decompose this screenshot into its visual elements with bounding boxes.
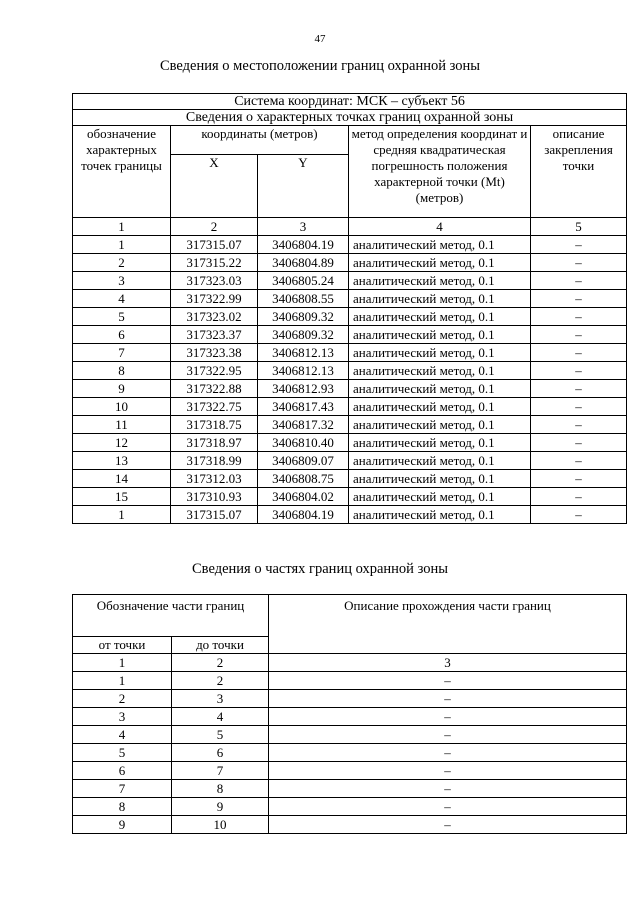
table-row <box>73 488 627 506</box>
method-cell: аналитический метод, 0.1 <box>349 236 531 254</box>
fixing-cell: – <box>531 236 627 254</box>
point-cell: 9 <box>73 380 171 398</box>
col-number: 3 <box>269 654 627 672</box>
point-cell: 1 <box>73 506 171 524</box>
to-cell: 9 <box>172 798 269 816</box>
x-cell: 317322.95 <box>171 362 258 380</box>
table-row <box>73 690 627 708</box>
fixing-cell: – <box>531 290 627 308</box>
description-cell: – <box>269 726 627 744</box>
header-method: метод определения координат и средняя квадратическая погрешность положения характерной точки (Mt) (метров) <box>349 126 531 218</box>
x-cell: 317310.93 <box>171 488 258 506</box>
fixing-cell: – <box>531 326 627 344</box>
method-cell: аналитический метод, 0.1 <box>349 488 531 506</box>
y-cell: 3406808.55 <box>258 290 349 308</box>
fixing-cell: – <box>531 416 627 434</box>
section1-title: Сведения о местоположении границ охранной зоны <box>159 58 480 74</box>
method-cell: аналитический метод, 0.1 <box>349 506 531 524</box>
x-cell: 317323.37 <box>171 326 258 344</box>
x-cell: 317322.99 <box>171 290 258 308</box>
point-cell: 4 <box>73 290 171 308</box>
method-cell: аналитический метод, 0.1 <box>349 470 531 488</box>
method-cell: аналитический метод, 0.1 <box>349 434 531 452</box>
y-cell: 3406804.02 <box>258 488 349 506</box>
y-cell: 3406809.32 <box>258 308 349 326</box>
fixing-cell: – <box>531 362 627 380</box>
header-x: X <box>171 155 258 218</box>
description-cell: – <box>269 744 627 762</box>
fixing-cell: – <box>531 452 627 470</box>
description-cell: – <box>269 672 627 690</box>
method-cell: аналитический метод, 0.1 <box>349 452 531 470</box>
x-cell: 317323.03 <box>171 272 258 290</box>
point-cell: 10 <box>73 398 171 416</box>
method-cell: аналитический метод, 0.1 <box>349 308 531 326</box>
table-row <box>73 798 627 816</box>
x-cell: 317322.88 <box>171 380 258 398</box>
table-row <box>73 380 627 398</box>
to-cell: 2 <box>172 672 269 690</box>
from-cell: 4 <box>73 726 172 744</box>
table-row <box>73 452 627 470</box>
y-cell: 3406804.19 <box>258 236 349 254</box>
header-point: обозначение характерных точек границы <box>73 126 171 218</box>
fixing-cell: – <box>531 488 627 506</box>
to-cell: 10 <box>172 816 269 834</box>
point-cell: 3 <box>73 272 171 290</box>
table-row <box>73 290 627 308</box>
boundary-parts-table <box>72 594 627 834</box>
y-cell: 3406809.32 <box>258 326 349 344</box>
header-from: от точки <box>73 637 172 654</box>
description-cell: – <box>269 798 627 816</box>
point-cell: 6 <box>73 326 171 344</box>
table-row <box>73 506 627 524</box>
description-cell: – <box>269 816 627 834</box>
point-cell: 5 <box>73 308 171 326</box>
to-cell: 4 <box>172 708 269 726</box>
fixing-cell: – <box>531 308 627 326</box>
header-to: до точки <box>172 637 269 654</box>
point-cell: 12 <box>73 434 171 452</box>
table-row <box>73 272 627 290</box>
y-cell: 3406805.24 <box>258 272 349 290</box>
col-number: 2 <box>171 218 258 236</box>
from-cell: 5 <box>73 744 172 762</box>
fixing-cell: – <box>531 398 627 416</box>
from-cell: 1 <box>73 672 172 690</box>
header-y: Y <box>258 155 349 218</box>
x-cell: 317312.03 <box>171 470 258 488</box>
y-cell: 3406817.43 <box>258 398 349 416</box>
col-number: 3 <box>258 218 349 236</box>
method-cell: аналитический метод, 0.1 <box>349 326 531 344</box>
fixing-cell: – <box>531 470 627 488</box>
to-cell: 6 <box>172 744 269 762</box>
description-cell: – <box>269 708 627 726</box>
table-row <box>73 344 627 362</box>
to-cell: 5 <box>172 726 269 744</box>
table-row <box>73 816 627 834</box>
x-cell: 317323.02 <box>171 308 258 326</box>
point-cell: 7 <box>73 344 171 362</box>
y-cell: 3406804.19 <box>258 506 349 524</box>
boundary-points-table <box>72 93 627 524</box>
col-number: 1 <box>73 654 172 672</box>
coordinate-system-row: Система координат: МСК – субъект 56 <box>73 94 627 110</box>
table-row <box>73 780 627 798</box>
table-row <box>73 254 627 272</box>
point-cell: 14 <box>73 470 171 488</box>
to-cell: 7 <box>172 762 269 780</box>
header-fixing: описание закрепления точки <box>531 126 627 218</box>
y-cell: 3406804.89 <box>258 254 349 272</box>
point-cell: 15 <box>73 488 171 506</box>
y-cell: 3406817.32 <box>258 416 349 434</box>
from-cell: 9 <box>73 816 172 834</box>
table-row <box>73 236 627 254</box>
table-row <box>73 434 627 452</box>
header-part: Обозначение части границ <box>73 595 269 637</box>
to-cell: 8 <box>172 780 269 798</box>
header-coords: координаты (метров) <box>171 126 349 155</box>
description-cell: – <box>269 690 627 708</box>
x-cell: 317318.75 <box>171 416 258 434</box>
method-cell: аналитический метод, 0.1 <box>349 398 531 416</box>
fixing-cell: – <box>531 506 627 524</box>
from-cell: 7 <box>73 780 172 798</box>
table-row <box>73 672 627 690</box>
method-cell: аналитический метод, 0.1 <box>349 380 531 398</box>
y-cell: 3406808.75 <box>258 470 349 488</box>
to-cell: 3 <box>172 690 269 708</box>
x-cell: 317318.97 <box>171 434 258 452</box>
table-row <box>73 470 627 488</box>
description-cell: – <box>269 762 627 780</box>
section2-title: Сведения о частях границ охранной зоны <box>192 561 448 577</box>
col-number: 1 <box>73 218 171 236</box>
table-row <box>73 416 627 434</box>
col-number: 4 <box>349 218 531 236</box>
page-number: 47 <box>314 33 326 45</box>
x-cell: 317323.38 <box>171 344 258 362</box>
x-cell: 317318.99 <box>171 452 258 470</box>
table-row <box>73 308 627 326</box>
point-cell: 2 <box>73 254 171 272</box>
table-row <box>73 708 627 726</box>
table-row <box>73 326 627 344</box>
y-cell: 3406809.07 <box>258 452 349 470</box>
col-number: 2 <box>172 654 269 672</box>
point-cell: 1 <box>73 236 171 254</box>
from-cell: 6 <box>73 762 172 780</box>
table-row <box>73 726 627 744</box>
point-cell: 8 <box>73 362 171 380</box>
fixing-cell: – <box>531 254 627 272</box>
y-cell: 3406812.13 <box>258 344 349 362</box>
fixing-cell: – <box>531 272 627 290</box>
points-subtitle-row: Сведения о характерных точках границ охранной зоны <box>73 110 627 126</box>
method-cell: аналитический метод, 0.1 <box>349 254 531 272</box>
from-cell: 8 <box>73 798 172 816</box>
method-cell: аналитический метод, 0.1 <box>349 416 531 434</box>
y-cell: 3406810.40 <box>258 434 349 452</box>
fixing-cell: – <box>531 380 627 398</box>
header-description: Описание прохождения части границ <box>269 595 627 654</box>
fixing-cell: – <box>531 344 627 362</box>
table-row <box>73 744 627 762</box>
method-cell: аналитический метод, 0.1 <box>349 290 531 308</box>
from-cell: 3 <box>73 708 172 726</box>
col-number: 5 <box>531 218 627 236</box>
fixing-cell: – <box>531 434 627 452</box>
x-cell: 317315.07 <box>171 506 258 524</box>
method-cell: аналитический метод, 0.1 <box>349 344 531 362</box>
y-cell: 3406812.13 <box>258 362 349 380</box>
table-row <box>73 362 627 380</box>
y-cell: 3406812.93 <box>258 380 349 398</box>
table-row <box>73 398 627 416</box>
point-cell: 11 <box>73 416 171 434</box>
method-cell: аналитический метод, 0.1 <box>349 362 531 380</box>
point-cell: 13 <box>73 452 171 470</box>
method-cell: аналитический метод, 0.1 <box>349 272 531 290</box>
x-cell: 317322.75 <box>171 398 258 416</box>
x-cell: 317315.22 <box>171 254 258 272</box>
x-cell: 317315.07 <box>171 236 258 254</box>
from-cell: 2 <box>73 690 172 708</box>
description-cell: – <box>269 780 627 798</box>
table-row <box>73 762 627 780</box>
